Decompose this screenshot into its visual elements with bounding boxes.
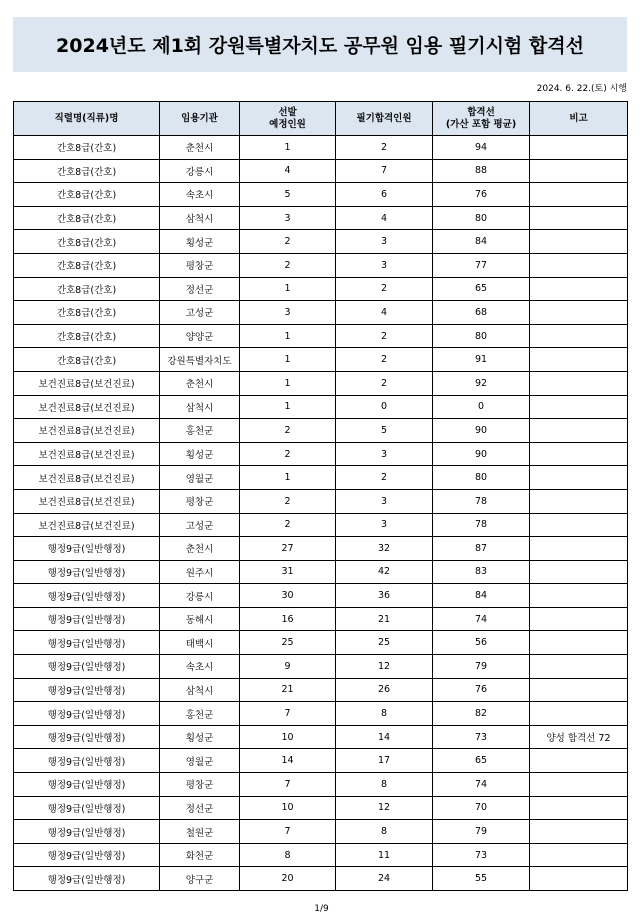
cell-passed: 21	[336, 607, 433, 631]
cell-planned: 10	[240, 796, 336, 820]
cell-passed: 14	[336, 725, 433, 749]
header-planned-line2: 예정인원	[269, 118, 306, 130]
cell-planned: 3	[240, 206, 336, 230]
table-row	[14, 136, 628, 160]
cell-cutoff: 79	[433, 820, 530, 844]
cell-note	[530, 136, 628, 160]
cell-cutoff: 55	[433, 867, 530, 891]
table-row	[14, 820, 628, 844]
cell-cutoff: 82	[433, 702, 530, 726]
cell-note	[530, 183, 628, 207]
cell-note	[530, 584, 628, 608]
cell-passed: 3	[336, 230, 433, 254]
cell-agency: 홍천군	[160, 419, 240, 443]
cell-note	[530, 560, 628, 584]
cell-agency: 화천군	[160, 843, 240, 867]
cell-agency: 정선군	[160, 277, 240, 301]
cell-agency: 강릉시	[160, 584, 240, 608]
cell-position: 보건진료8급(보건진료)	[14, 489, 160, 513]
cell-position: 행정9급(일반행정)	[14, 749, 160, 773]
cell-cutoff: 80	[433, 206, 530, 230]
cell-position: 간호8급(간호)	[14, 277, 160, 301]
cell-cutoff: 65	[433, 277, 530, 301]
cell-note	[530, 796, 628, 820]
cell-passed: 11	[336, 843, 433, 867]
cell-note	[530, 301, 628, 325]
cell-passed: 8	[336, 773, 433, 797]
cell-planned: 4	[240, 159, 336, 183]
cell-position: 행정9급(일반행정)	[14, 584, 160, 608]
cell-passed: 8	[336, 702, 433, 726]
cell-passed: 3	[336, 442, 433, 466]
cell-note	[530, 371, 628, 395]
table-row	[14, 678, 628, 702]
cell-cutoff: 80	[433, 466, 530, 490]
cell-planned: 8	[240, 843, 336, 867]
cell-note	[530, 230, 628, 254]
cell-cutoff: 74	[433, 773, 530, 797]
header-planned	[240, 102, 336, 136]
cell-passed: 3	[336, 253, 433, 277]
cell-cutoff: 80	[433, 324, 530, 348]
cell-position: 간호8급(간호)	[14, 206, 160, 230]
cell-position: 간호8급(간호)	[14, 301, 160, 325]
cell-planned: 2	[240, 513, 336, 537]
cell-position: 보건진료8급(보건진료)	[14, 371, 160, 395]
cell-cutoff: 90	[433, 419, 530, 443]
table-row	[14, 560, 628, 584]
cell-position: 행정9급(일반행정)	[14, 631, 160, 655]
table-row	[14, 183, 628, 207]
cell-position: 간호8급(간호)	[14, 136, 160, 160]
cell-agency: 태백시	[160, 631, 240, 655]
cell-agency: 춘천시	[160, 537, 240, 561]
table-row	[14, 159, 628, 183]
cell-position: 행정9급(일반행정)	[14, 537, 160, 561]
table-row	[14, 796, 628, 820]
cell-agency: 속초시	[160, 183, 240, 207]
cell-planned: 1	[240, 136, 336, 160]
cell-agency: 영월군	[160, 466, 240, 490]
table-row	[14, 277, 628, 301]
cell-passed: 8	[336, 820, 433, 844]
cell-position: 간호8급(간호)	[14, 324, 160, 348]
cell-cutoff: 77	[433, 253, 530, 277]
cell-position: 행정9급(일반행정)	[14, 655, 160, 679]
table-row	[14, 607, 628, 631]
cell-note: 양성 합격선 72	[530, 725, 628, 749]
cell-agency: 삼척시	[160, 206, 240, 230]
cell-note	[530, 348, 628, 372]
table-row	[14, 749, 628, 773]
cell-planned: 2	[240, 230, 336, 254]
cell-passed: 4	[336, 206, 433, 230]
cell-cutoff: 78	[433, 513, 530, 537]
cell-position: 간호8급(간호)	[14, 230, 160, 254]
cell-agency: 동해시	[160, 607, 240, 631]
cell-passed: 32	[336, 537, 433, 561]
cell-cutoff: 65	[433, 749, 530, 773]
exam-date: 2024. 6. 22.(토) 시행	[536, 84, 627, 94]
cell-note	[530, 702, 628, 726]
cell-planned: 16	[240, 607, 336, 631]
cell-planned: 1	[240, 395, 336, 419]
table-row	[14, 301, 628, 325]
cell-passed: 6	[336, 183, 433, 207]
header-position: 직렬명(직류)명	[14, 102, 160, 136]
header-cutoff-line2: (가산 포함 평균)	[445, 118, 517, 130]
table-row	[14, 419, 628, 443]
cell-agency: 춘천시	[160, 371, 240, 395]
cell-agency: 춘천시	[160, 136, 240, 160]
cell-cutoff: 73	[433, 725, 530, 749]
table-row	[14, 442, 628, 466]
table-row	[14, 395, 628, 419]
table-row	[14, 489, 628, 513]
cell-agency: 삼척시	[160, 678, 240, 702]
table-row	[14, 513, 628, 537]
table-row	[14, 773, 628, 797]
cell-cutoff: 87	[433, 537, 530, 561]
cell-note	[530, 773, 628, 797]
cell-note	[530, 843, 628, 867]
table-row	[14, 725, 628, 749]
table-row	[14, 206, 628, 230]
cell-agency: 횡성군	[160, 442, 240, 466]
header-planned-line1: 선발	[278, 106, 297, 118]
table-row	[14, 371, 628, 395]
cell-note	[530, 489, 628, 513]
cell-planned: 2	[240, 253, 336, 277]
cell-position: 행정9급(일반행정)	[14, 560, 160, 584]
header-agency: 임용기관	[160, 102, 240, 136]
cell-cutoff: 76	[433, 183, 530, 207]
cell-agency: 횡성군	[160, 725, 240, 749]
cell-passed: 2	[336, 136, 433, 160]
cell-agency: 평창군	[160, 773, 240, 797]
cell-passed: 24	[336, 867, 433, 891]
cell-cutoff: 91	[433, 348, 530, 372]
cell-position: 행정9급(일반행정)	[14, 796, 160, 820]
cell-position: 보건진료8급(보건진료)	[14, 419, 160, 443]
cell-agency: 평창군	[160, 489, 240, 513]
table-row	[14, 466, 628, 490]
cell-planned: 1	[240, 348, 336, 372]
page-number: 1/9	[314, 904, 329, 914]
cell-note	[530, 867, 628, 891]
cell-position: 간호8급(간호)	[14, 348, 160, 372]
cell-position: 행정9급(일반행정)	[14, 702, 160, 726]
cell-passed: 36	[336, 584, 433, 608]
cell-note	[530, 206, 628, 230]
cell-planned: 5	[240, 183, 336, 207]
cell-position: 보건진료8급(보건진료)	[14, 513, 160, 537]
cell-position: 간호8급(간호)	[14, 253, 160, 277]
cell-cutoff: 73	[433, 843, 530, 867]
cell-cutoff: 70	[433, 796, 530, 820]
cell-note	[530, 466, 628, 490]
table-body	[14, 136, 628, 891]
cell-planned: 30	[240, 584, 336, 608]
cell-planned: 21	[240, 678, 336, 702]
cell-cutoff: 83	[433, 560, 530, 584]
cell-planned: 31	[240, 560, 336, 584]
cell-planned: 7	[240, 773, 336, 797]
title-banner	[13, 17, 627, 72]
cell-note	[530, 419, 628, 443]
cell-planned: 1	[240, 324, 336, 348]
table-row	[14, 843, 628, 867]
cell-cutoff: 94	[433, 136, 530, 160]
cell-cutoff: 79	[433, 655, 530, 679]
cell-agency: 고성군	[160, 301, 240, 325]
cell-planned: 2	[240, 419, 336, 443]
results-table	[13, 101, 628, 891]
cell-cutoff: 88	[433, 159, 530, 183]
cell-position: 행정9급(일반행정)	[14, 820, 160, 844]
cell-cutoff: 84	[433, 584, 530, 608]
cell-note	[530, 537, 628, 561]
cell-planned: 1	[240, 371, 336, 395]
table-row	[14, 584, 628, 608]
cell-cutoff: 74	[433, 607, 530, 631]
header-passed: 필기합격인원	[336, 102, 433, 136]
cell-planned: 25	[240, 631, 336, 655]
cell-cutoff: 68	[433, 301, 530, 325]
cell-position: 간호8급(간호)	[14, 159, 160, 183]
cell-note	[530, 253, 628, 277]
cell-agency: 정선군	[160, 796, 240, 820]
cell-passed: 2	[336, 348, 433, 372]
cell-position: 행정9급(일반행정)	[14, 678, 160, 702]
cell-passed: 17	[336, 749, 433, 773]
cell-cutoff: 78	[433, 489, 530, 513]
header-cutoff	[433, 102, 530, 136]
cell-cutoff: 0	[433, 395, 530, 419]
cell-agency: 원주시	[160, 560, 240, 584]
cell-agency: 속초시	[160, 655, 240, 679]
table-header-row	[14, 102, 628, 136]
cell-note	[530, 749, 628, 773]
document-title: 2024년도 제1회 강원특별자치도 공무원 임용 필기시험 합격선	[56, 35, 584, 57]
header-note: 비고	[530, 102, 628, 136]
table-row	[14, 230, 628, 254]
cell-passed: 4	[336, 301, 433, 325]
cell-planned: 20	[240, 867, 336, 891]
cell-note	[530, 395, 628, 419]
cell-passed: 0	[336, 395, 433, 419]
cell-planned: 27	[240, 537, 336, 561]
table-row	[14, 348, 628, 372]
cell-planned: 1	[240, 277, 336, 301]
cell-note	[530, 277, 628, 301]
cell-agency: 평창군	[160, 253, 240, 277]
cell-planned: 14	[240, 749, 336, 773]
cell-cutoff: 92	[433, 371, 530, 395]
cell-cutoff: 56	[433, 631, 530, 655]
cell-agency: 영월군	[160, 749, 240, 773]
cell-note	[530, 678, 628, 702]
cell-note	[530, 159, 628, 183]
cell-planned: 3	[240, 301, 336, 325]
cell-position: 행정9급(일반행정)	[14, 607, 160, 631]
cell-passed: 7	[336, 159, 433, 183]
cell-passed: 12	[336, 655, 433, 679]
cell-agency: 양구군	[160, 867, 240, 891]
cell-passed: 26	[336, 678, 433, 702]
table-row	[14, 537, 628, 561]
cell-agency: 홍천군	[160, 702, 240, 726]
cell-passed: 2	[336, 466, 433, 490]
cell-position: 간호8급(간호)	[14, 183, 160, 207]
cell-agency: 삼척시	[160, 395, 240, 419]
cell-agency: 양양군	[160, 324, 240, 348]
cell-passed: 2	[336, 277, 433, 301]
cell-agency: 횡성군	[160, 230, 240, 254]
cell-position: 보건진료8급(보건진료)	[14, 442, 160, 466]
cell-position: 행정9급(일반행정)	[14, 867, 160, 891]
cell-passed: 5	[336, 419, 433, 443]
cell-planned: 7	[240, 820, 336, 844]
cell-note	[530, 820, 628, 844]
cell-passed: 25	[336, 631, 433, 655]
cell-planned: 10	[240, 725, 336, 749]
cell-cutoff: 90	[433, 442, 530, 466]
cell-planned: 2	[240, 489, 336, 513]
cell-passed: 2	[336, 324, 433, 348]
cell-note	[530, 607, 628, 631]
cell-note	[530, 631, 628, 655]
cell-note	[530, 324, 628, 348]
cell-planned: 1	[240, 466, 336, 490]
cell-note	[530, 513, 628, 537]
cell-passed: 3	[336, 489, 433, 513]
cell-passed: 42	[336, 560, 433, 584]
cell-position: 행정9급(일반행정)	[14, 843, 160, 867]
cell-planned: 2	[240, 442, 336, 466]
cell-cutoff: 84	[433, 230, 530, 254]
cell-cutoff: 76	[433, 678, 530, 702]
cell-planned: 7	[240, 702, 336, 726]
header-cutoff-line1: 합격선	[467, 106, 495, 118]
cell-passed: 12	[336, 796, 433, 820]
table-row	[14, 253, 628, 277]
cell-position: 행정9급(일반행정)	[14, 773, 160, 797]
cell-note	[530, 442, 628, 466]
cell-passed: 3	[336, 513, 433, 537]
cell-agency: 철원군	[160, 820, 240, 844]
cell-passed: 2	[336, 371, 433, 395]
cell-note	[530, 655, 628, 679]
table-row	[14, 324, 628, 348]
table-row	[14, 867, 628, 891]
cell-position: 보건진료8급(보건진료)	[14, 466, 160, 490]
table-row	[14, 631, 628, 655]
cell-planned: 9	[240, 655, 336, 679]
cell-agency: 강원특별자치도	[160, 348, 240, 372]
cell-agency: 강릉시	[160, 159, 240, 183]
cell-agency: 고성군	[160, 513, 240, 537]
cell-position: 행정9급(일반행정)	[14, 725, 160, 749]
cell-position: 보건진료8급(보건진료)	[14, 395, 160, 419]
table-row	[14, 702, 628, 726]
table-row	[14, 655, 628, 679]
